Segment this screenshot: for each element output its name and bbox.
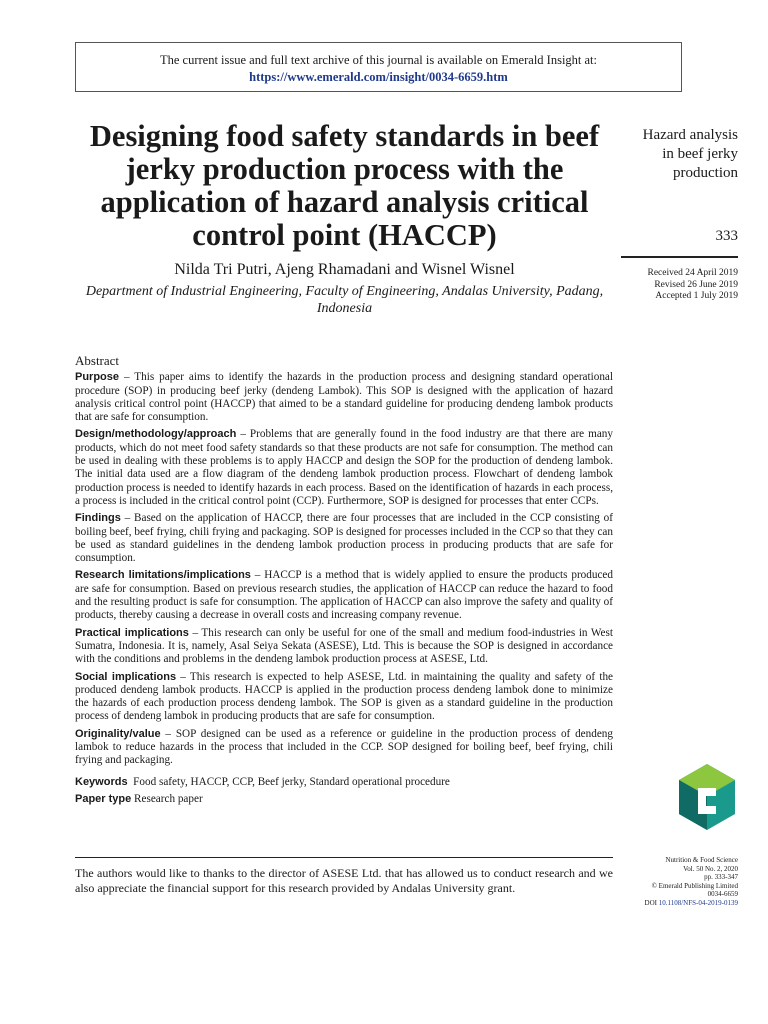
- journal-issn: 0034-6659: [707, 890, 738, 899]
- journal-doi: [620, 899, 738, 908]
- section-label: Research limitations/implications: [75, 569, 251, 582]
- journal-volume: Vol. 50 No. 2, 2020: [683, 864, 738, 873]
- section-label: Social implications: [75, 670, 177, 683]
- doi-label: DOI: [644, 898, 657, 907]
- section-text: – Problems that are generally found in the food industry are that there are many products, which do not meet food safety standards so that these products are not safe for consumption. The method can be used in dealing with these problems is to apply HACCP and design the SOP for the production of dendeng lambok. The initial data used are a flow diagram of the dendeng lambok production process. Flowchart of dendeng lambok production process is needed to identify hazards in each process. Based on the identification of hazards in each process, a process is included in the critical control point (CCP). Furthermore, SOP is designed for processes that enter CCPs.: [75, 428, 613, 507]
- revised-date: Revised 26 June 2019: [654, 279, 738, 290]
- section-text: – This research is expected to help ASESE, Ltd. in maintaining the quality and safety of the produced dendeng lambok products. HACCP is applied in the production process dendeng lambok done to minimize the hazards of each production process dendeng lambok. The SOP is given as a standard guideline in the production process of dendeng lambok in producing products that are safe for consumption.: [75, 670, 614, 723]
- acknowledgement-divider: [75, 857, 613, 858]
- abstract-findings: [75, 512, 613, 565]
- section-text: – SOP designed can be used as a reference or guideline in the production process of dendeng lambok to reduce hazards in the process that included in the CCP. SOP designed for boiling beef, beef frying, chili frying and packaging.: [75, 727, 613, 767]
- section-text: – Based on the application of HACCP, there are four processes that are included in the CCP consisting of boiling beef, beef frying, chili frying and packaging. SOP is designed for processes included in the CCP so that they can be used as standard guidelines in the dendeng lambok production process in producing products that are safe for consumption.: [75, 512, 613, 565]
- affiliation: Department of Industrial Engineering, Faculty of Engineering, Andalas University, Padang, Indonesia: [85, 284, 604, 316]
- abstract-purpose: [75, 371, 613, 424]
- crossmark-logo-icon: [676, 762, 738, 832]
- section-text: – This research can only be useful for one of the small and medium food-industries in West Sumatra, Indonesia. It is, namely, Asal Seiya Sekata (ASESE), Ltd. This is because the SOP is designed in accordance with the conditions and problems in the dendeng lambok production process at ASESE, Ltd.: [75, 626, 613, 666]
- journal-url-link[interactable]: https://www.emerald.com/insight/0034-6659.htm: [249, 70, 508, 84]
- section-label: Purpose: [75, 371, 120, 384]
- section-label: Findings: [75, 512, 121, 525]
- acknowledgement: The authors would like to thanks to the director of ASESE Ltd. that has allowed us to conduct research and we also appreciate the financial support for this research provided by Andalas University grant.: [75, 866, 613, 895]
- section-label: Design/methodology/approach: [75, 428, 237, 441]
- paper-type: [75, 793, 613, 806]
- abstract-research-limitations: [75, 569, 613, 622]
- paper-type-label: Paper type: [75, 792, 132, 805]
- side-divider: [621, 256, 738, 258]
- abstract-originality: [75, 728, 613, 768]
- doi-link[interactable]: 10.1108/NFS-04-2019-0139: [658, 898, 738, 907]
- abstract: [75, 354, 613, 810]
- article-title: Designing food safety standards in beef jerky production process with the application of hazard analysis critical control point (HACCP): [89, 119, 600, 252]
- journal-pages: pp. 333-347: [704, 873, 738, 882]
- accepted-date: Accepted 1 July 2019: [655, 291, 738, 301]
- journal-copyright: © Emerald Publishing Limited: [651, 881, 738, 890]
- keywords-text: Food safety, HACCP, CCP, Beef jerky, Standard operational procedure: [133, 775, 450, 788]
- received-date: Received 24 April 2019: [647, 268, 738, 278]
- journal-archive-banner: [75, 42, 682, 92]
- page-number: 333: [715, 228, 738, 244]
- section-text: – HACCP is a method that is widely applied to ensure the products produced are safe for consumption. Based on previous research studies, the application of HACCP can reduce the hazard to food and the resulting product is safe for consumption. The application of HACCP can also improve the safety and quality of products, thereby causing a decrease in overall costs and increasing company revenue.: [75, 569, 613, 622]
- running-title: Hazard analysis in beef jerky production: [642, 127, 738, 181]
- article-dates: [620, 268, 738, 303]
- abstract-social-implications: [75, 671, 613, 724]
- section-label: Originality/value: [75, 727, 161, 740]
- abstract-practical-implications: [75, 627, 613, 667]
- keywords: [75, 776, 613, 789]
- authors: Nilda Tri Putri, Ajeng Rhamadani and Wisnel Wisnel: [174, 261, 515, 278]
- abstract-design: [75, 428, 613, 508]
- journal-name: Nutrition & Food Science: [665, 856, 738, 864]
- journal-info: [620, 856, 738, 908]
- section-text: – This paper aims to identify the hazards in the production process and designing standard operational procedure (SOP) in producing beef jerky (dendeng Lambok). This SOP is designed with the application of hazard analysis critical control point (HACCP) that aimed to be a standard guideline for producing dendeng lambok products that are safe for consumption.: [75, 371, 613, 424]
- banner-text: The current issue and full text archive of this journal is available on Emerald Insight at:: [159, 53, 598, 67]
- abstract-heading: Abstract: [75, 353, 120, 368]
- paper-type-text: Research paper: [134, 792, 203, 805]
- section-label: Practical implications: [75, 626, 189, 639]
- keywords-label: Keywords: [75, 775, 128, 788]
